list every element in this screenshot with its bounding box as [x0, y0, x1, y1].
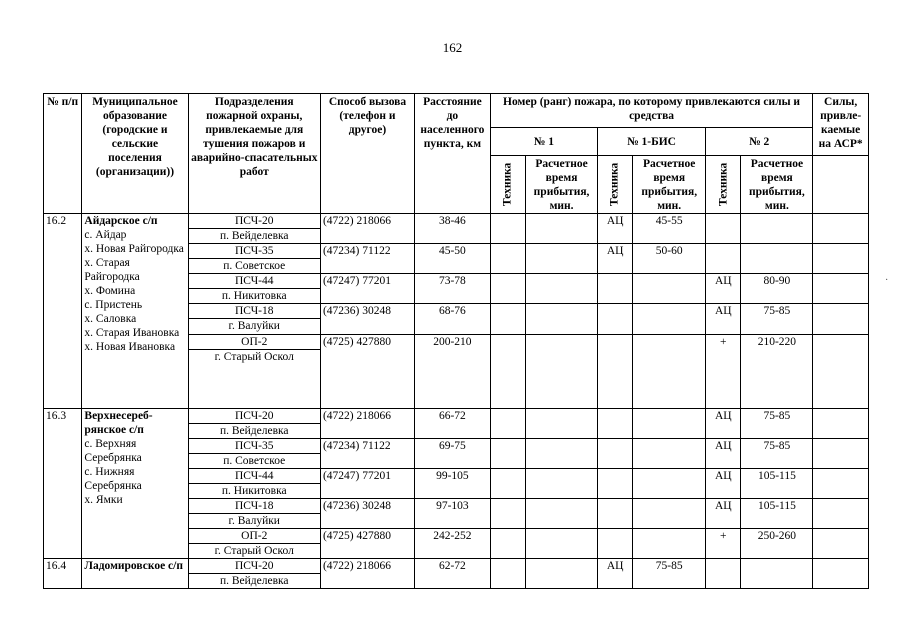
unit-location: п. Вейделевка: [189, 228, 320, 243]
tech-1bis-cell: [597, 274, 632, 304]
header-arrival-1: Расчетное время прибытия, мин.: [526, 156, 598, 214]
row-number: 16.2: [44, 214, 82, 409]
tech-1-cell: [490, 304, 525, 335]
arrival-1-cell: [526, 499, 598, 529]
municipality-name: Ладомировское с/п: [84, 560, 183, 572]
settlement-name: с. Верхняя Серебрянка: [84, 438, 142, 464]
phone-cell: (47234) 71122: [320, 244, 414, 274]
distance-cell: 242-252: [414, 529, 490, 559]
tech-1-cell: [490, 469, 525, 499]
header-rank-2: № 2: [706, 128, 813, 156]
municipality-cell: [82, 559, 188, 589]
asr-cell: [813, 469, 869, 499]
header-units: Подразделения пожарной охраны, привлекаемые для тушения пожаров и аварийно-спасательных работ: [188, 94, 320, 214]
header-asr: Силы, привле-каемые на АСР*: [813, 94, 869, 156]
tech-1-cell: [490, 335, 525, 409]
row-number: 16.3: [44, 409, 82, 559]
arrival-1bis-cell: [633, 529, 706, 559]
unit-cell: [188, 304, 320, 335]
unit-location: г. Старый Оскол: [189, 349, 320, 364]
arrival-1bis-cell: [633, 439, 706, 469]
tech-1bis-cell: [597, 335, 632, 409]
header-call-method: Способ вызова (телефон и другое): [320, 94, 414, 214]
header-rank-1bis: № 1-БИС: [597, 128, 705, 156]
arrival-1-cell: [526, 529, 598, 559]
arrival-2-cell: [741, 214, 813, 244]
header-arrival-2: Расчетное время прибытия, мин.: [741, 156, 813, 214]
asr-cell: [813, 214, 869, 244]
municipality-name: Айдарское с/п: [84, 215, 158, 227]
table-row: [44, 559, 869, 589]
asr-cell: [813, 244, 869, 274]
unit-location: п. Советское: [189, 258, 320, 273]
arrival-2-cell: [741, 559, 813, 589]
settlement-name: с. Пристень: [84, 299, 143, 311]
unit-cell: [188, 439, 320, 469]
distance-cell: 97-103: [414, 499, 490, 529]
unit-name: ПСЧ-35: [235, 440, 274, 452]
unit-name: ПСЧ-20: [235, 560, 274, 572]
tech-1bis-cell: АЦ: [597, 214, 632, 244]
unit-cell: [188, 244, 320, 274]
asr-cell: [813, 439, 869, 469]
settlement-name: х. Старая Райгородка: [84, 257, 140, 283]
tech-1bis-cell: [597, 439, 632, 469]
tech-2-cell: АЦ: [706, 304, 741, 335]
settlement-name: х. Новая Ивановка: [84, 341, 176, 353]
settlement-name: х. Саловка: [84, 313, 137, 325]
unit-name: ПСЧ-20: [235, 215, 274, 227]
arrival-2-cell: 75-85: [741, 439, 813, 469]
table-row: [44, 409, 869, 439]
phone-cell: (47236) 30248: [320, 499, 414, 529]
phone-cell: (47247) 77201: [320, 274, 414, 304]
unit-location: г. Валуйки: [189, 513, 320, 528]
unit-cell: [188, 499, 320, 529]
header-municipality: Муниципальное образование (городские и сельские поселения (организации)): [82, 94, 188, 214]
unit-name: ОП-2: [241, 530, 268, 542]
phone-cell: (47234) 71122: [320, 439, 414, 469]
phone-cell: (4725) 427880: [320, 529, 414, 559]
arrival-2-cell: 105-115: [741, 469, 813, 499]
tech-2-cell: АЦ: [706, 499, 741, 529]
unit-name: ПСЧ-18: [235, 305, 274, 317]
unit-name: ПСЧ-18: [235, 500, 274, 512]
header-asr-blank: [813, 156, 869, 214]
asr-cell: [813, 529, 869, 559]
settlement-name: х. Фомина: [84, 285, 136, 297]
settlement-name: с. Айдар: [84, 229, 127, 241]
arrival-1bis-cell: 45-55: [633, 214, 706, 244]
tech-1-cell: [490, 559, 525, 589]
header-rank-1: № 1: [490, 128, 597, 156]
tech-1bis-cell: [597, 529, 632, 559]
tech-1bis-cell: [597, 499, 632, 529]
tech-1-cell: [490, 529, 525, 559]
unit-location: п. Никитовка: [189, 288, 320, 303]
arrival-1-cell: [526, 214, 598, 244]
tech-2-cell: АЦ: [706, 469, 741, 499]
arrival-1bis-cell: [633, 304, 706, 335]
header-fire-rank: Номер (ранг) пожара, по которому привлекаются силы и средства: [490, 94, 813, 128]
settlement-name: х. Старая Ивановка: [84, 327, 180, 339]
unit-name: ПСЧ-44: [235, 470, 274, 482]
tech-1-cell: [490, 214, 525, 244]
tech-1-cell: [490, 244, 525, 274]
unit-name: ПСЧ-20: [235, 410, 274, 422]
arrival-2-cell: 75-85: [741, 304, 813, 335]
arrival-1bis-cell: 50-60: [633, 244, 706, 274]
unit-cell: [188, 529, 320, 559]
tech-1bis-cell: [597, 469, 632, 499]
tech-1-cell: [490, 499, 525, 529]
arrival-1-cell: [526, 469, 598, 499]
unit-cell: [188, 214, 320, 244]
asr-cell: [813, 304, 869, 335]
distance-cell: 73-78: [414, 274, 490, 304]
tech-1bis-cell: [597, 409, 632, 439]
arrival-2-cell: [741, 244, 813, 274]
municipality-cell: [82, 214, 188, 409]
header-num: № п/п: [44, 94, 82, 214]
table-row: [44, 214, 869, 244]
header-arrival-1bis: Расчетное время прибытия, мин.: [633, 156, 706, 214]
unit-name: ПСЧ-35: [235, 245, 274, 257]
unit-cell: [188, 559, 320, 589]
phone-cell: (47247) 77201: [320, 469, 414, 499]
arrival-1-cell: [526, 409, 598, 439]
unit-location: г. Валуйки: [189, 318, 320, 333]
header-tech-1: Техника: [490, 156, 525, 214]
unit-location: п. Вейделевка: [189, 573, 320, 588]
arrival-1-cell: [526, 274, 598, 304]
arrival-1-cell: [526, 304, 598, 335]
tech-1-cell: [490, 439, 525, 469]
asr-cell: [813, 559, 869, 589]
tech-2-cell: АЦ: [706, 439, 741, 469]
tech-1bis-cell: [597, 304, 632, 335]
distance-cell: 62-72: [414, 559, 490, 589]
municipality-cell: [82, 409, 188, 559]
distance-cell: 200-210: [414, 335, 490, 409]
header-distance: Расстояние до населенного пункта, км: [414, 94, 490, 214]
arrival-1-cell: [526, 244, 598, 274]
unit-location: г. Старый Оскол: [189, 543, 320, 558]
arrival-1bis-cell: [633, 469, 706, 499]
distance-cell: 99-105: [414, 469, 490, 499]
unit-location: п. Советское: [189, 453, 320, 468]
tech-1bis-cell: АЦ: [597, 559, 632, 589]
arrival-1bis-cell: [633, 274, 706, 304]
asr-cell: [813, 335, 869, 409]
settlement-name: х. Ямки: [84, 494, 123, 506]
arrival-1bis-cell: [633, 499, 706, 529]
unit-cell: [188, 274, 320, 304]
margin-dot: ·: [885, 275, 889, 286]
tech-1bis-cell: АЦ: [597, 244, 632, 274]
arrival-2-cell: 250-260: [741, 529, 813, 559]
asr-cell: [813, 499, 869, 529]
tech-2-cell: АЦ: [706, 409, 741, 439]
asr-cell: [813, 274, 869, 304]
arrival-1bis-cell: 75-85: [633, 559, 706, 589]
tech-2-cell: [706, 559, 741, 589]
distance-cell: 66-72: [414, 409, 490, 439]
tech-2-cell: АЦ: [706, 274, 741, 304]
tech-2-cell: [706, 244, 741, 274]
arrival-2-cell: 80-90: [741, 274, 813, 304]
distance-cell: 45-50: [414, 244, 490, 274]
row-number: 16.4: [44, 559, 82, 589]
settlement-name: х. Новая Райгородка: [84, 243, 184, 255]
arrival-1bis-cell: [633, 335, 706, 409]
unit-name: ОП-2: [241, 336, 268, 348]
phone-cell: (4722) 218066: [320, 409, 414, 439]
settlement-name: с. Нижняя Серебрянка: [84, 466, 142, 492]
arrival-2-cell: 210-220: [741, 335, 813, 409]
tech-1-cell: [490, 409, 525, 439]
arrival-1-cell: [526, 559, 598, 589]
distance-cell: 69-75: [414, 439, 490, 469]
phone-cell: (4725) 427880: [320, 335, 414, 409]
header-tech-2: Техника: [706, 156, 741, 214]
arrival-1bis-cell: [633, 409, 706, 439]
distance-cell: 68-76: [414, 304, 490, 335]
asr-cell: [813, 409, 869, 439]
arrival-2-cell: 105-115: [741, 499, 813, 529]
distance-cell: 38-46: [414, 214, 490, 244]
arrival-2-cell: 75-85: [741, 409, 813, 439]
unit-location: п. Никитовка: [189, 483, 320, 498]
phone-cell: (4722) 218066: [320, 559, 414, 589]
phone-cell: (4722) 218066: [320, 214, 414, 244]
unit-cell: [188, 469, 320, 499]
tech-2-cell: +: [706, 335, 741, 409]
tech-2-cell: +: [706, 529, 741, 559]
fire-response-table: [43, 93, 869, 589]
arrival-1-cell: [526, 335, 598, 409]
tech-1-cell: [490, 274, 525, 304]
unit-name: ПСЧ-44: [235, 275, 274, 287]
page-number: 162: [442, 40, 463, 55]
phone-cell: (47236) 30248: [320, 304, 414, 335]
municipality-name: Верхнесереб-рянское с/п: [84, 410, 153, 436]
unit-location: п. Вейделевка: [189, 423, 320, 438]
unit-cell: [188, 335, 320, 409]
tech-2-cell: [706, 214, 741, 244]
unit-cell: [188, 409, 320, 439]
header-tech-1bis: Техника: [597, 156, 632, 214]
arrival-1-cell: [526, 439, 598, 469]
